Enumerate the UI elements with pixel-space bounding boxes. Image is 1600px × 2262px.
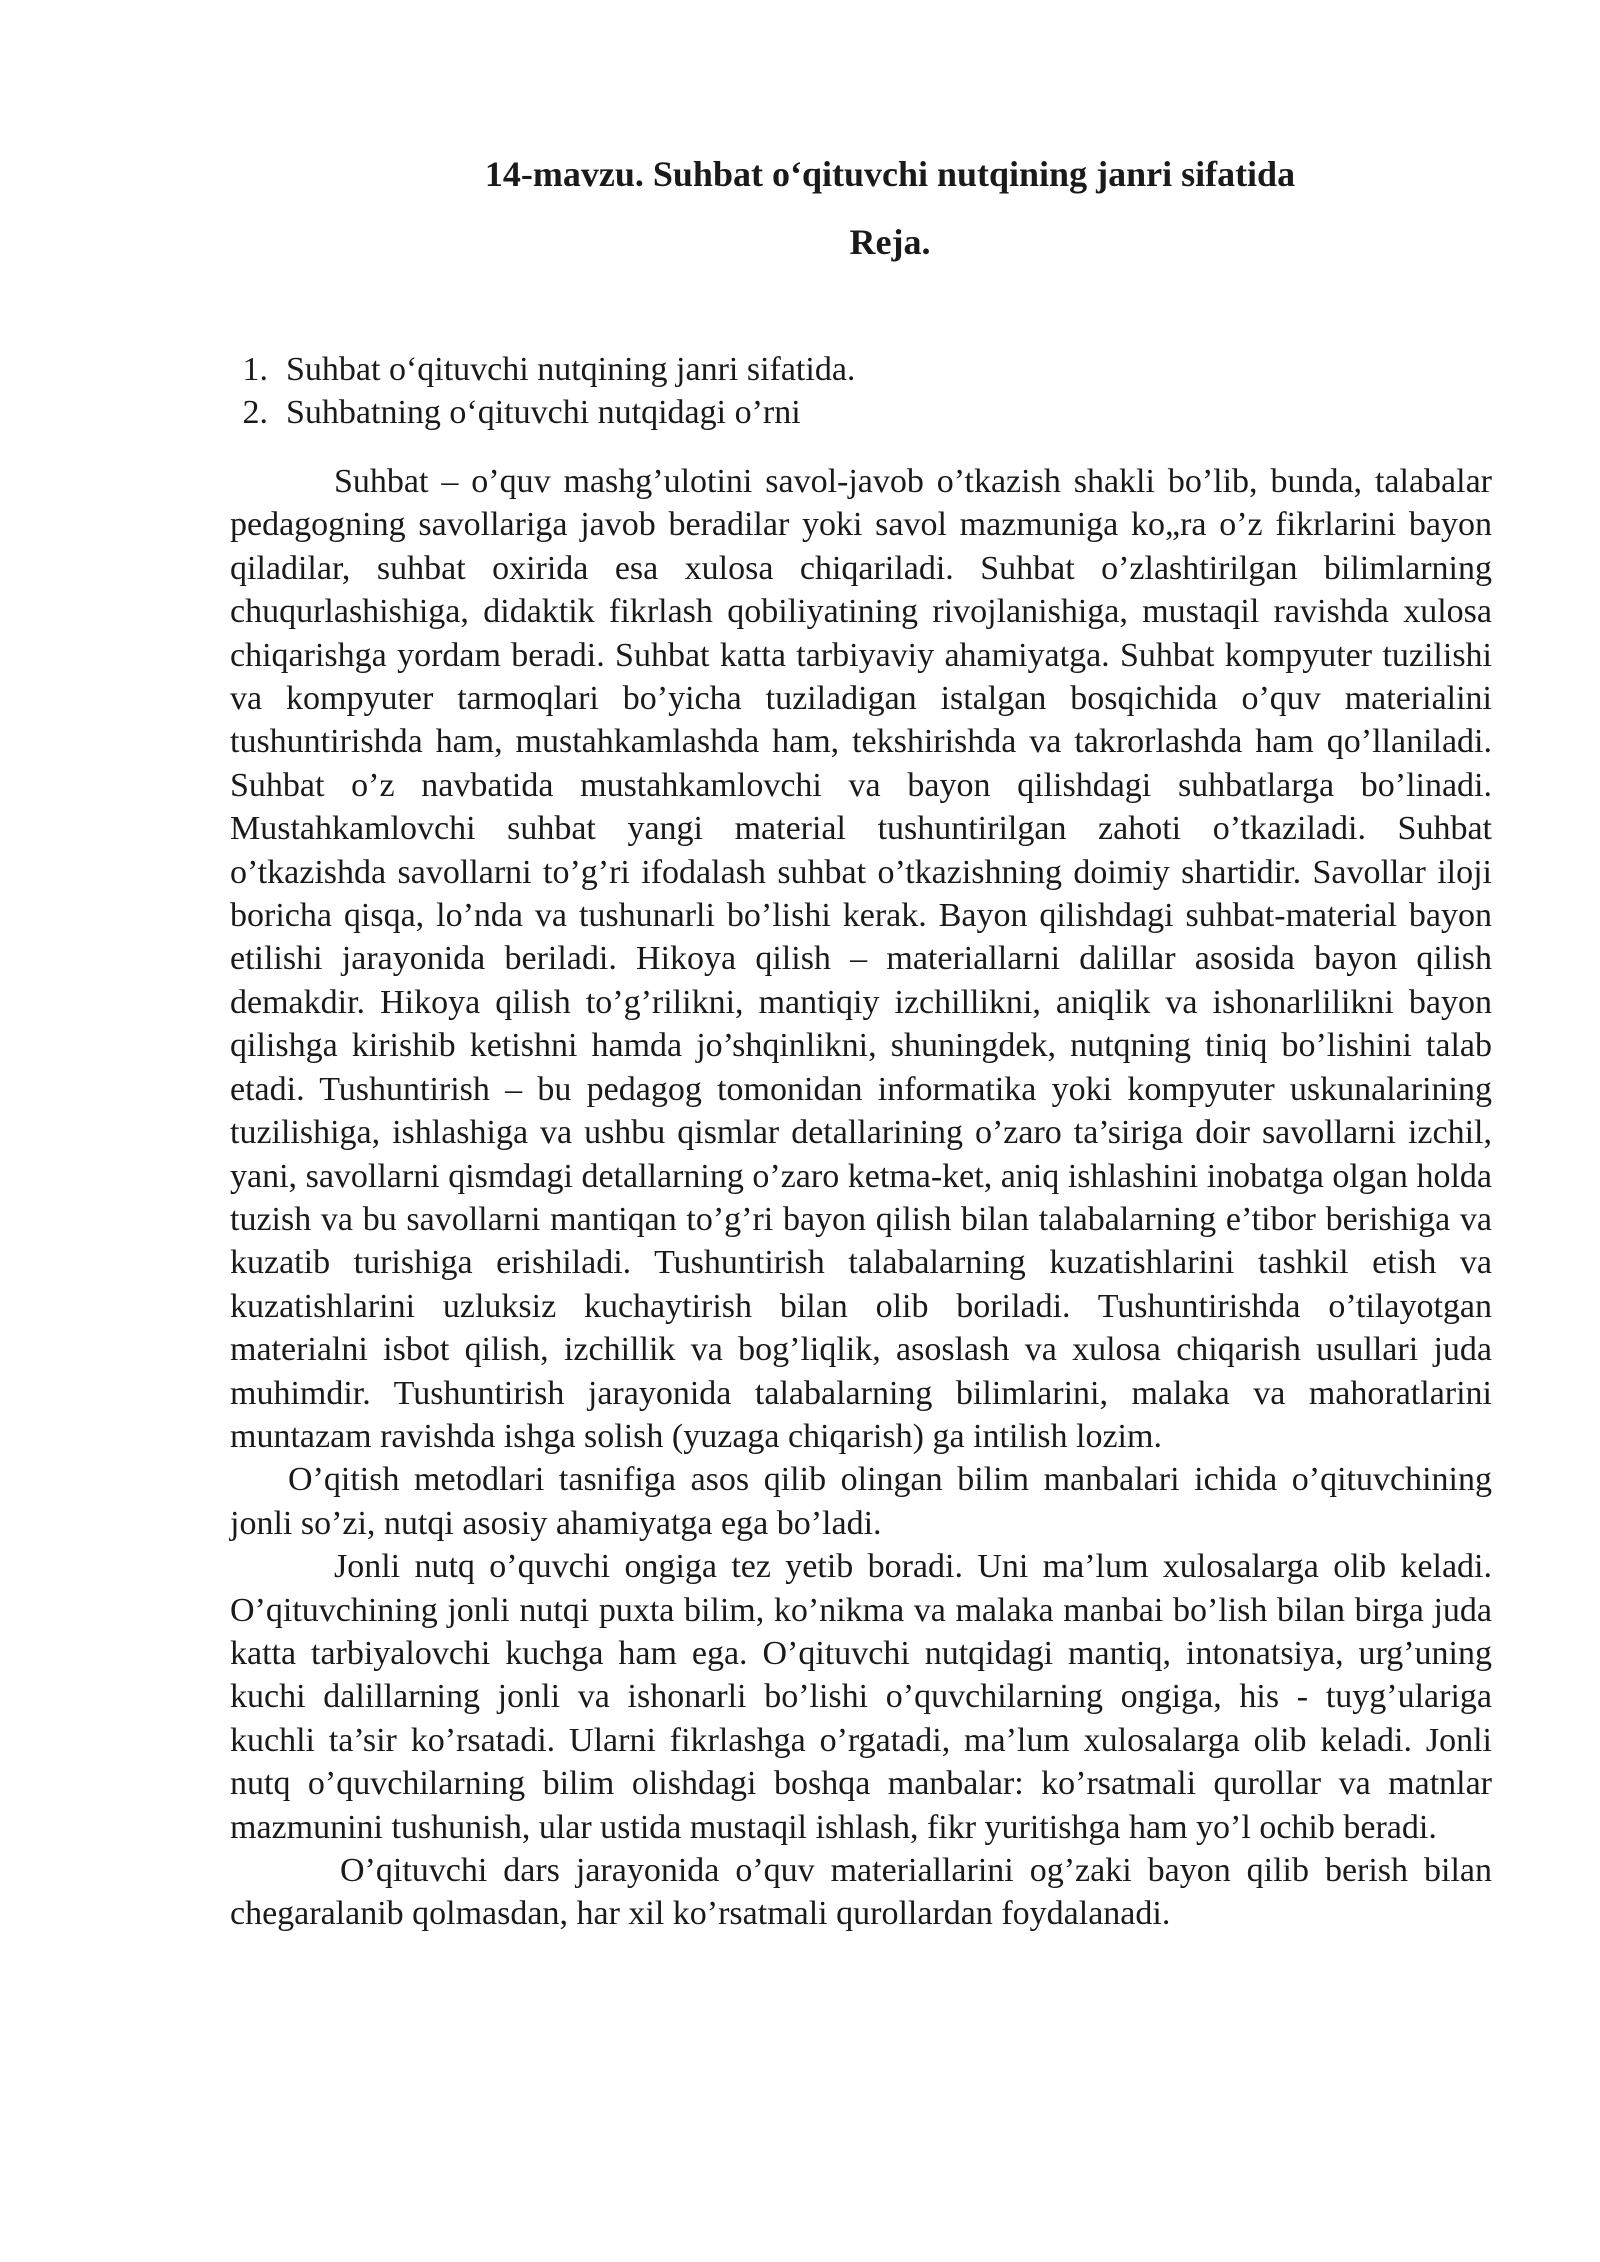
plan-item [234,391,855,434]
plan-item [234,348,855,391]
body-paragraph-4: O’qituvchi dars jarayonida o’quv materiallarini og’zaki bayon qilib berish bilan chegaralanib qolmasdan, har xil ko’rsatmali qurollardan foydalanadi. [230,1852,1492,1933]
plan-heading: Reja. [849,222,931,262]
plan-item-number: 1. [242,351,268,388]
body-paragraph-3: Jonli nutq o’quvchi ongiga tez yetib boradi. Uni ma’lum xulosalarga olib keladi. O’qituvchining jonli nutqi puxta bilim, ko’nikma va malaka manbai bo’lish bilan birga juda katta tarbiyalovchi kuchga ham ega. O’qituvchi nutqidagi mantiq, intonatsiya, urg’uning kuchi dalillarning jonli va ishonarli bo’lishi o’quvchilarning ongiga, his - tuyg’ulariga kuchli ta’sir ko’rsatadi. Ularni fikrlashga o’rgatadi, ma’lum xulosalarga olib keladi. Jonli nutq o’quvchilarning bilim olishdagi boshqa manbalar: ko’rsatmali qurollar va matnlar mazmunini tushunish, ular ustida mustaqil ishlash, fikr yuritishga ham yo’l ochib beradi. [230,1548,1492,1846]
plan-item-number: 2. [242,394,268,431]
document-title: 14-mavzu. Suhbat o‘qituvchi nutqining janri sifatida [484,154,1296,194]
body-paragraph-1: Suhbat – o’quv mashg’ulotini savol-javob o’tkazish shakli bo’lib, bunda, talabalar pedagogning savollariga javob beradilar yoki savol mazmuniga ko„ra o’z fikrlarini bayon qiladilar, suhbat oxirida esa xulosa chiqariladi. Suhbat o’zlashtirilgan bilimlarning chuqurlashishiga, didaktik fikrlash qobiliyatining rivojlanishiga, mustaqil ravishda xulosa chiqarishga yordam beradi. Suhbat katta tarbiyaviy ahamiyatga. Suhbat kompyuter tuzilishi va kompyuter tarmoqlari bo’yicha tuziladigan istalgan bosqichida o’quv materialini tushuntirishda ham, mustahkamlashda ham, tekshirishda va takrorlashda ham qo’llaniladi. Suhbat o’z navbatida mustahkamlovchi va bayon qilishdagi suhbatlarga bo’linadi. Mustahkamlovchi suhbat yangi material tushuntirilgan zahoti o’tkaziladi. Suhbat o’tkazishda savollarni to’g’ri ifodalash suhbat o’tkazishning doimiy shartidir. Savollar iloji boricha qisqa, lo’nda va tushunarli bo’lishi kerak. Bayon qilishdagi suhbat-material bayon etilishi jarayonida beriladi. Hikoya qilish – materiallarni dalillar asosida bayon qilish demakdir. Hikoya qilish to’g’rilikni, mantiqiy izchillikni, aniqlik va ishonarlilikni bayon qilishga kirishib ketishni hamda jo’shqinlikni, shuningdek, nutqning tiniq bo’lishini talab etadi. Tushuntirish – bu pedagog tomonidan informatika yoki kompyuter uskunalarining tuzilishiga, ishlashiga va ushbu qismlar detallarining o’zaro ta’siriga doir savollarni izchil, yani, savollarni qismdagi detallarning o’zaro ketma-ket, aniq ishlashini inobatga olgan holda tuzish va bu savollarni mantiqan to’g’ri bayon qilish bilan talabalarning e’tibor berishiga va kuzatib turishiga erishiladi. Tushuntirish talabalarning kuzatishlarini tashkil etish va kuzatishlarini uzluksiz kuchaytirish bilan olib boriladi. Tushuntirishda o’tilayotgan materialni isbot qilish, izchillik va bog’liqlik, asoslash va xulosa chiqarish usullari juda muhimdir. Tushuntirish jarayonida talabalarning bilimlarini, malaka va mahoratlarini muntazam ravishda ishga solish (yuzaga chiqarish) ga intilish lozim. [230,463,1492,1455]
plan-item-text: Suhbat o‘qituvchi nutqining janri sifatida. [286,351,856,388]
plan-item-text: Suhbatning o‘qituvchi nutqidagi o’rni [286,394,801,431]
plan-list [234,348,855,434]
body-paragraph-2: O’qitish metodlari tasnifiga asos qilib olingan bilim manbalari ichida o’qituvchining jonli so’zi, nutqi asosiy ahamiyatga ega bo’ladi. [230,1461,1492,1542]
document-body [230,460,1492,1936]
